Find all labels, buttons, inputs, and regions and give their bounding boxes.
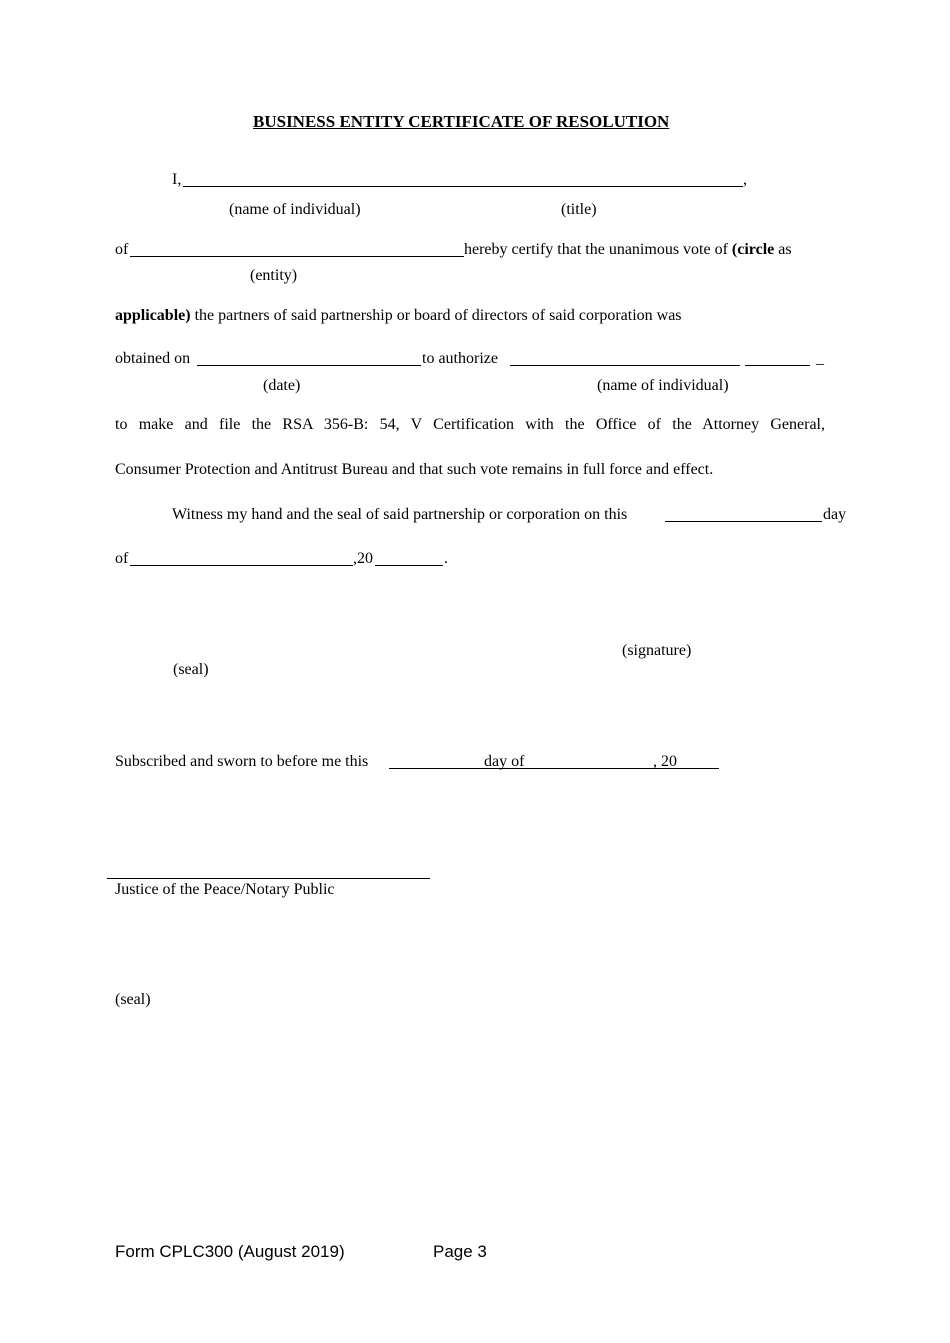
line8-middle: ,20 bbox=[353, 550, 373, 567]
line2-main: hereby certify that the unanimous vote of bbox=[464, 241, 732, 258]
label-name-of-individual-2: (name of individual) bbox=[597, 377, 729, 394]
label-date: (date) bbox=[263, 377, 301, 394]
line4-prefix: obtained on bbox=[115, 350, 191, 367]
entity-field[interactable] bbox=[130, 256, 464, 257]
line8-prefix: of bbox=[115, 550, 129, 567]
footer-form-id: Form CPLC300 (August 2019) bbox=[115, 1242, 345, 1261]
sworn-text: Subscribed and sworn to before me this bbox=[115, 753, 369, 770]
line2-prefix: of bbox=[115, 241, 129, 258]
line3-text: the partners of said partnership or board of directors of said corporation was bbox=[190, 307, 682, 324]
witness-month-field[interactable] bbox=[130, 565, 353, 566]
line1-prefix: I, bbox=[172, 171, 182, 188]
line8-tail: . bbox=[444, 550, 448, 567]
line7-tail: day bbox=[823, 506, 847, 523]
line2-text bbox=[464, 241, 792, 259]
authorized-individual-field[interactable] bbox=[510, 365, 740, 366]
witness-year-field[interactable] bbox=[375, 565, 443, 566]
notary-signature-line[interactable] bbox=[107, 878, 430, 879]
line4-middle: to authorize bbox=[422, 350, 498, 367]
label-seal-2: (seal) bbox=[115, 991, 151, 1008]
line5: to make and file the RSA 356-B: 54, V Certification with the Office of the Attorney General, bbox=[115, 416, 825, 433]
label-seal-1: (seal) bbox=[173, 661, 209, 678]
sworn-year: , 20 bbox=[653, 753, 677, 770]
name-title-field[interactable] bbox=[183, 186, 743, 187]
label-title: (title) bbox=[561, 201, 597, 218]
line2-tail: as bbox=[774, 241, 792, 258]
label-name-of-individual: (name of individual) bbox=[229, 201, 361, 218]
witness-day-field[interactable] bbox=[665, 521, 822, 522]
footer-page-number: Page 3 bbox=[433, 1242, 487, 1261]
line7-text: Witness my hand and the seal of said partnership or corporation on this bbox=[172, 506, 628, 523]
sworn-day-of: day of bbox=[484, 753, 525, 770]
authorized-individual-field-2[interactable] bbox=[745, 365, 810, 366]
notary-label: Justice of the Peace/Notary Public bbox=[115, 881, 335, 898]
label-entity: (entity) bbox=[250, 267, 298, 284]
line2-bold: (circle bbox=[731, 241, 775, 258]
page-title: BUSINESS ENTITY CERTIFICATE OF RESOLUTION bbox=[253, 112, 670, 131]
line6: Consumer Protection and Antitrust Bureau and that such vote remains in full force and effect. bbox=[115, 461, 714, 478]
line1-suffix: , bbox=[743, 171, 747, 188]
line3 bbox=[115, 307, 682, 325]
line3-bold: applicable) bbox=[115, 307, 191, 324]
line4-tail: _ bbox=[816, 350, 824, 367]
date-field[interactable] bbox=[197, 365, 421, 366]
label-signature: (signature) bbox=[622, 642, 692, 659]
